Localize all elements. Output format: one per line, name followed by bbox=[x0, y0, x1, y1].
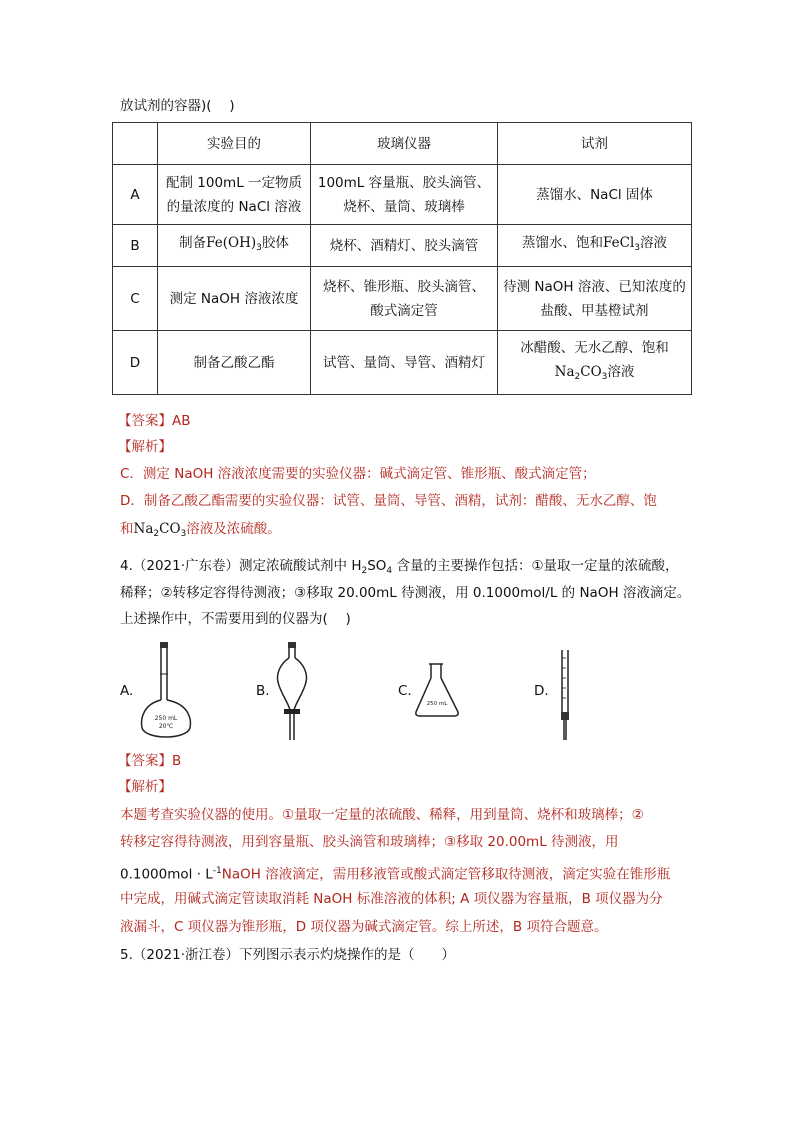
cell-purpose: 配制 100mL 一定物质 的量浓度的 NaCl 溶液 bbox=[158, 165, 311, 225]
q4-analysis-line: 转移定容得待测液，用到容量瓶、胶头滴管和玻璃棒；③移取 20.00mL 待测液，用 bbox=[120, 834, 619, 850]
row-label: A bbox=[113, 165, 158, 225]
cell-reagent: 待测 NaOH 溶液、已知浓度的 盐酸、甲基橙试剂 bbox=[498, 267, 692, 331]
cell-glass: 试管、量筒、导管、酒精灯 bbox=[311, 331, 498, 395]
volumetric-flask-image bbox=[136, 640, 196, 744]
q3-analysis-line: 和$Na_2CO_3$溶液及浓硫酸。 bbox=[120, 521, 281, 539]
cell-purpose: 测定 NaOH 溶液浓度 bbox=[158, 267, 311, 331]
q4-analysis-line: 液漏斗，C 项仪器为锥形瓶，D 项仪器为碱式滴定管。综上所述，B 项符合题意。 bbox=[120, 919, 608, 935]
conical-flask-image bbox=[412, 660, 462, 720]
table-header-reagent: 试剂 bbox=[498, 123, 692, 165]
table-row bbox=[113, 267, 692, 331]
q3-analysis-line: D．制备乙酸乙酯需要的实验仪器：试管、量筒、导管、酒精，试剂：醋酸、无水乙醇、饱 bbox=[120, 493, 657, 509]
q4-line: 上述操作中，不需要用到的仪器为( ) bbox=[120, 611, 351, 627]
q4-line: 4.（2021·广东卷）测定浓硫酸试剂中 $H_2SO_4$ 含量的主要操作包括：①量取一定量的浓硫酸， bbox=[120, 558, 679, 576]
option-a-label: A. bbox=[120, 683, 134, 699]
option-c-label: C. bbox=[398, 683, 412, 699]
table-row bbox=[113, 225, 692, 267]
cell-purpose: 制备$Fe(OH)_3$胶体 bbox=[158, 225, 311, 267]
q3-answer: 【答案】AB bbox=[118, 413, 191, 429]
cell-reagent: 蒸馏水、饱和FeCl$_3$溶液 bbox=[498, 225, 692, 267]
q4-answer: 【答案】B bbox=[118, 753, 182, 769]
cell-glass: 烧杯、锥形瓶、胶头滴管、 酸式滴定管 bbox=[311, 267, 498, 331]
row-label: C bbox=[113, 267, 158, 331]
q4-analysis-line: 本题考查实验仪器的使用。①量取一定量的浓硫酸、稀释，用到量筒、烧杯和玻璃棒；② bbox=[120, 807, 644, 823]
svg-text:250 mL: 250 mL bbox=[426, 701, 448, 707]
q3-analysis-line: C．测定 NaOH 溶液浓度需要的实验仪器：碱式滴定管、锥形瓶、酸式滴定管； bbox=[120, 466, 596, 482]
q4-line: 稀释；②转移定容得待测液；③移取 20.00mL 待测液，用 0.1000mol/L 的 NaOH 溶液滴定。 bbox=[120, 585, 691, 601]
option-b-label: B. bbox=[256, 683, 270, 699]
q4-analysis-line: 中完成，用碱式滴定管读取消耗 NaOH 标准溶液的体积; A 项仪器为容量瓶，B 项仪器为分 bbox=[120, 891, 663, 907]
q4-analysis-tag: 【解析】 bbox=[118, 779, 172, 795]
cell-glass: 烧杯、酒精灯、胶头滴管 bbox=[311, 225, 498, 267]
svg-text:20℃: 20℃ bbox=[158, 723, 174, 730]
separatory-funnel-image bbox=[272, 640, 312, 744]
cell-glass: 100mL 容量瓶、胶头滴管、 烧杯、量筒、玻璃棒 bbox=[311, 165, 498, 225]
table-header-empty bbox=[113, 123, 158, 165]
table-header-glass: 玻璃仪器 bbox=[311, 123, 498, 165]
experiment-table bbox=[112, 122, 692, 395]
burette-image bbox=[553, 648, 577, 744]
q4-analysis-line: $0.1000mol \cdot L^{-1}NaOH$ 溶液滴定，需用移液管或酸式滴定管移取待测液，滴定实验在锥形瓶 bbox=[120, 866, 671, 883]
cell-reagent: 蒸馏水、NaCl 固体 bbox=[498, 165, 692, 225]
table-row bbox=[113, 165, 692, 225]
q5-line: 5.（2021·浙江卷）下列图示表示灼烧操作的是（ ） bbox=[120, 947, 456, 963]
intro-line: 放试剂的容器)( ) bbox=[120, 98, 235, 114]
option-d-label: D. bbox=[534, 683, 549, 699]
svg-text:250 mL: 250 mL bbox=[154, 715, 178, 722]
row-label: B bbox=[113, 225, 158, 267]
table-header-purpose: 实验目的 bbox=[158, 123, 311, 165]
table-row bbox=[113, 331, 692, 395]
q3-analysis-tag: 【解析】 bbox=[118, 439, 172, 455]
row-label: D bbox=[113, 331, 158, 395]
cell-reagent: 冰醋酸、无水乙醇、饱和 $Na_2CO_3$溶液 bbox=[498, 331, 692, 395]
cell-purpose: 制备乙酸乙酯 bbox=[158, 331, 311, 395]
